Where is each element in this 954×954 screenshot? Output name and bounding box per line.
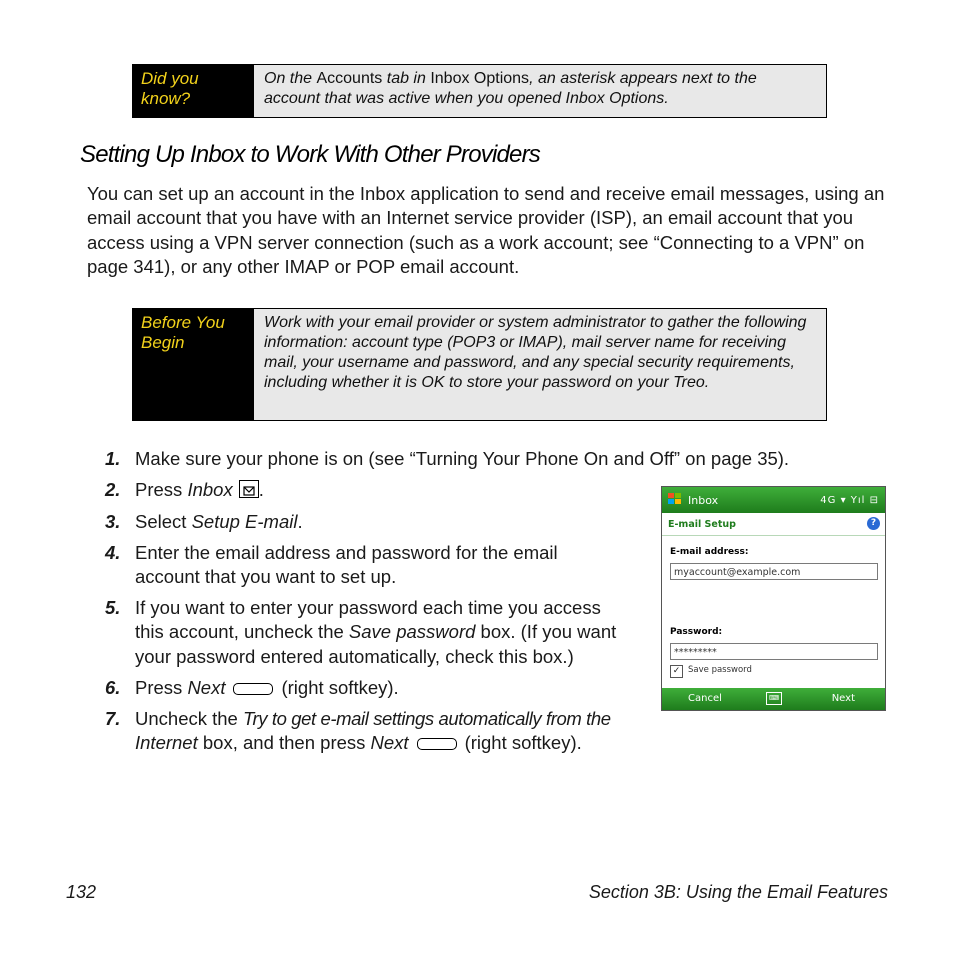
phone-title: Inbox — [688, 493, 719, 507]
next-term: Next — [187, 677, 226, 698]
windows-flag-icon — [668, 493, 682, 508]
step-text: Press — [135, 677, 188, 698]
step-text: . — [258, 479, 264, 500]
step-number: 1. — [105, 448, 121, 469]
step-text: Select — [135, 511, 192, 532]
step-text: your password entered automatically, check this box.) — [135, 645, 574, 667]
note-body — [254, 65, 826, 117]
inbox-options-term: Inbox Options — [430, 70, 530, 87]
save-password-label: Save password — [688, 665, 752, 675]
auto-settings-term: Internet — [135, 732, 198, 754]
note-text: , an asterisk appears next to the account that was active when you opened Inbox Options. — [264, 70, 757, 107]
step-text: . — [297, 511, 303, 532]
before-you-begin-note — [132, 308, 827, 421]
note-tag: Did you know? — [133, 65, 254, 117]
right-softkey-icon — [417, 738, 457, 750]
accounts-term: Accounts — [316, 70, 383, 87]
step-text: Press — [135, 479, 188, 500]
softkey-bar — [662, 688, 885, 710]
password-field[interactable]: ********* — [670, 643, 878, 660]
step-text: Enter the email address and password for the email — [135, 542, 558, 563]
step-text: (right softkey). — [281, 677, 399, 698]
note-tag: Before You Begin — [133, 309, 254, 420]
phone-title-bar — [662, 487, 885, 513]
next-term: Next — [370, 732, 409, 754]
status-icons: 4G ▾ Yıl ⊟ — [820, 494, 879, 506]
phone-subtitle: E-mail Setup — [668, 518, 736, 530]
inbox-term: Inbox — [187, 479, 233, 500]
next-softkey[interactable]: Next — [831, 693, 855, 704]
auto-settings-term: Try to get e-mail settings automatically from the — [242, 708, 611, 729]
step-text: this account, uncheck the — [135, 621, 349, 643]
setup-email-term: Setup E-mail — [191, 511, 298, 532]
email-field[interactable]: myaccount@example.com — [670, 563, 878, 580]
section-footer: Section 3B: Using the Email Features — [588, 882, 888, 902]
note-text: tab in — [382, 70, 431, 87]
save-password-term: Save password — [348, 621, 476, 643]
page-number: 132 — [66, 882, 97, 902]
step-text: box, and then press — [197, 732, 371, 754]
step-text: Make sure your phone is on (see “Turning Your Phone On and Off” on page 35). — [135, 448, 790, 469]
intro-paragraph: You can set up an account in the Inbox application to send and receive email messages, using an email account that you have with an Internet service provider (ISP), an email account that you access using a VPN server connection (such as a work account; see “Connecting to a VPN” on page 341), or any other IMAP or POP email account. — [87, 183, 885, 277]
step-number: 7. — [105, 708, 121, 729]
note-body: Work with your email provider or system administrator to gather the following information: account type (POP3 or IMAP), mail server name for receiving mail, your username and password, and any special security requirements, including whether it is OK to store your password on your Treo. — [264, 314, 807, 391]
password-label: Password: — [670, 627, 723, 637]
keyboard-icon[interactable]: ⌨ — [766, 692, 782, 705]
section-heading: Setting Up Inbox to Work With Other Providers — [80, 141, 540, 168]
step-text: If you want to enter your password each time you access — [135, 597, 601, 618]
step-text: (right softkey). — [464, 732, 582, 754]
help-icon[interactable]: ? — [867, 517, 880, 530]
email-label: E-mail address: — [670, 547, 749, 557]
step-number: 4. — [105, 542, 121, 563]
phone-subtitle-bar — [662, 513, 885, 536]
right-softkey-icon — [233, 683, 273, 695]
cancel-softkey[interactable]: Cancel — [688, 693, 722, 704]
step-number: 3. — [105, 511, 121, 532]
save-password-checkbox[interactable]: ✓ — [670, 665, 683, 678]
step-text: Uncheck the — [135, 708, 243, 729]
step-text: box. (If you want — [475, 621, 617, 643]
step-number: 5. — [105, 597, 121, 618]
email-setup-screenshot — [661, 486, 886, 711]
envelope-icon — [239, 480, 259, 498]
did-you-know-note — [132, 64, 827, 118]
step-number: 2. — [105, 479, 121, 500]
step-text: account that you want to set up. — [135, 566, 397, 588]
step-number: 6. — [105, 677, 121, 698]
note-text: On the — [264, 70, 317, 87]
